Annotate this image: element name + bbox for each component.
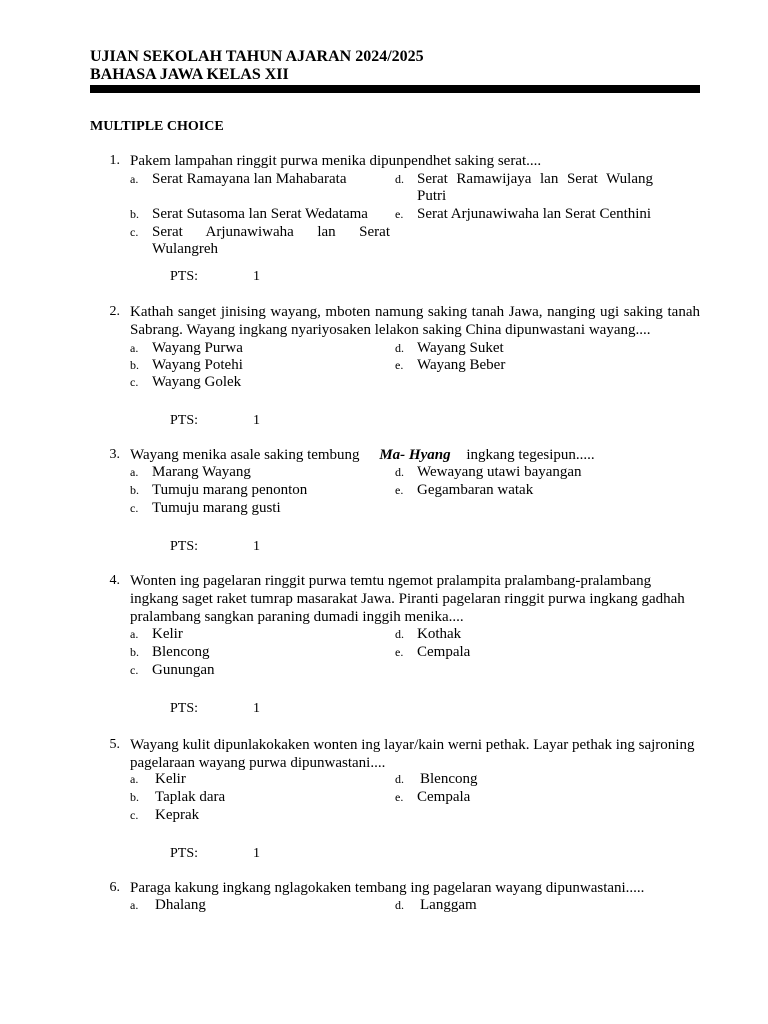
emphasized-term: Ma- Hyang — [379, 447, 451, 463]
option-text: Gunungan — [152, 662, 215, 678]
option-text: Wayang Golek — [152, 374, 242, 390]
question-4 — [90, 572, 700, 678]
question-1 — [90, 152, 700, 257]
question-number: 5. — [109, 737, 120, 752]
option-text: Serat Arjunawiwaha lan Serat — [152, 224, 390, 240]
option-letter: e. — [395, 207, 404, 221]
option-text: Langgam — [420, 897, 477, 913]
exam-subtitle: BAHASA JAWA KELAS XII — [90, 66, 289, 83]
points-value: 1 — [253, 413, 260, 428]
question-text-after: ingkang tegesipun..... — [466, 447, 595, 463]
points-value: 1 — [253, 269, 260, 284]
option-letter: c. — [130, 375, 139, 389]
option-text: Kothak — [417, 626, 462, 642]
exam-title: UJIAN SEKOLAH TAHUN AJARAN 2024/2025 — [90, 48, 424, 65]
question-text — [130, 446, 700, 464]
option-text: Keprak — [155, 807, 200, 823]
option-text: Tumuju marang gusti — [152, 500, 281, 516]
question-text: Kathah sanget jinising wayang, mboten namung saking tanah Jawa, nanging ugi saking tanah — [130, 304, 700, 320]
question-text-before: Wayang menika asale saking tembung — [130, 447, 360, 463]
option-text: Serat Ramayana lan Mahabarata — [152, 171, 347, 187]
option-text: Wayang Suket — [417, 340, 504, 356]
points-label: PTS: — [170, 846, 199, 861]
option-text: Wulangreh — [152, 241, 219, 257]
option-letter: a. — [130, 898, 139, 912]
option-text: Dhalang — [155, 897, 206, 913]
question-number: 1. — [109, 153, 120, 168]
option-letter: e. — [395, 483, 404, 497]
question-2 — [90, 303, 700, 390]
points-label: PTS: — [170, 539, 199, 554]
option-text: Serat Ramawijaya lan Serat Wulang — [417, 171, 653, 187]
points-value: 1 — [253, 846, 260, 861]
question-3 — [90, 446, 700, 516]
option-letter: a. — [130, 627, 139, 641]
option-text: Cempala — [417, 644, 471, 660]
option-letter: b. — [130, 645, 139, 659]
question-6 — [90, 879, 700, 913]
option-text: Wewayang utawi bayangan — [417, 464, 582, 480]
option-letter: b. — [130, 483, 139, 497]
points-label: PTS: — [170, 701, 199, 716]
points-value: 1 — [253, 539, 260, 554]
option-letter: b. — [130, 358, 139, 372]
option-letter: c. — [130, 501, 139, 515]
question-text: pralambang sangkan paraning dumadi inggih menika.... — [130, 609, 464, 625]
option-text: Taplak dara — [155, 789, 226, 805]
question-text: Wayang kulit dipunlakokaken wonten ing layar/kain werni pethak. Layar pethak ing sajroning — [130, 737, 695, 753]
question-text: pagelaraan wayang purwa dipunwastani.... — [130, 755, 386, 771]
option-letter: a. — [130, 172, 139, 186]
question-number: 4. — [109, 573, 120, 588]
points-value: 1 — [253, 701, 260, 716]
question-number: 6. — [109, 880, 120, 895]
option-letter: a. — [130, 341, 139, 355]
option-text: Marang Wayang — [152, 464, 251, 480]
option-text: Tumuju marang penonton — [152, 482, 308, 498]
header-divider — [90, 85, 700, 93]
option-letter: a. — [130, 465, 139, 479]
option-text: Blencong — [420, 771, 478, 787]
option-text: Gegambaran watak — [417, 482, 534, 498]
option-letter: b. — [130, 790, 139, 804]
question-5 — [90, 736, 700, 823]
option-letter: c. — [130, 808, 139, 822]
section-title: MULTIPLE CHOICE — [90, 119, 224, 134]
option-text: Cempala — [417, 789, 471, 805]
option-letter: d. — [395, 898, 404, 912]
option-text: Serat Arjunawiwaha lan Serat Centhini — [417, 206, 652, 222]
question-number: 2. — [109, 304, 120, 319]
option-letter: c. — [130, 225, 139, 239]
points-label: PTS: — [170, 413, 199, 428]
option-text: Putri — [417, 188, 447, 204]
option-text: Kelir — [152, 626, 183, 642]
points-label: PTS: — [170, 269, 199, 284]
option-letter: d. — [395, 465, 404, 479]
question-number: 3. — [109, 447, 120, 462]
option-letter: d. — [395, 341, 404, 355]
option-letter: b. — [130, 207, 139, 221]
question-text: Sabrang. Wayang ingkang nyariyosaken lelakon saking China dipunwastani wayang.... — [130, 322, 651, 338]
option-letter: c. — [130, 663, 139, 677]
option-text: Serat Sutasoma lan Serat Wedatama — [152, 206, 368, 222]
question-text: Pakem lampahan ringgit purwa menika dipunpendhet saking serat.... — [130, 153, 542, 169]
option-letter: d. — [395, 772, 404, 786]
option-letter: e. — [395, 790, 404, 804]
option-letter: e. — [395, 358, 404, 372]
option-text: Blencong — [152, 644, 210, 660]
question-text: Paraga kakung ingkang nglagokaken tembang ing pagelaran wayang dipunwastani..... — [130, 880, 645, 896]
question-text: ingkang saget raket tumrap masarakat Jawa. Piranti pagelaran ringgit purwa ingkang gadhah — [130, 591, 685, 607]
option-text: Wayang Purwa — [152, 340, 243, 356]
question-text: Wonten ing pagelaran ringgit purwa temtu ngemot pralampita pralambang-pralambang — [130, 573, 652, 589]
option-text: Kelir — [155, 771, 186, 787]
option-text: Wayang Potehi — [152, 357, 243, 373]
option-letter: d. — [395, 172, 404, 186]
option-letter: d. — [395, 627, 404, 641]
option-letter: e. — [395, 645, 404, 659]
option-letter: a. — [130, 772, 139, 786]
option-text: Wayang Beber — [417, 357, 506, 373]
